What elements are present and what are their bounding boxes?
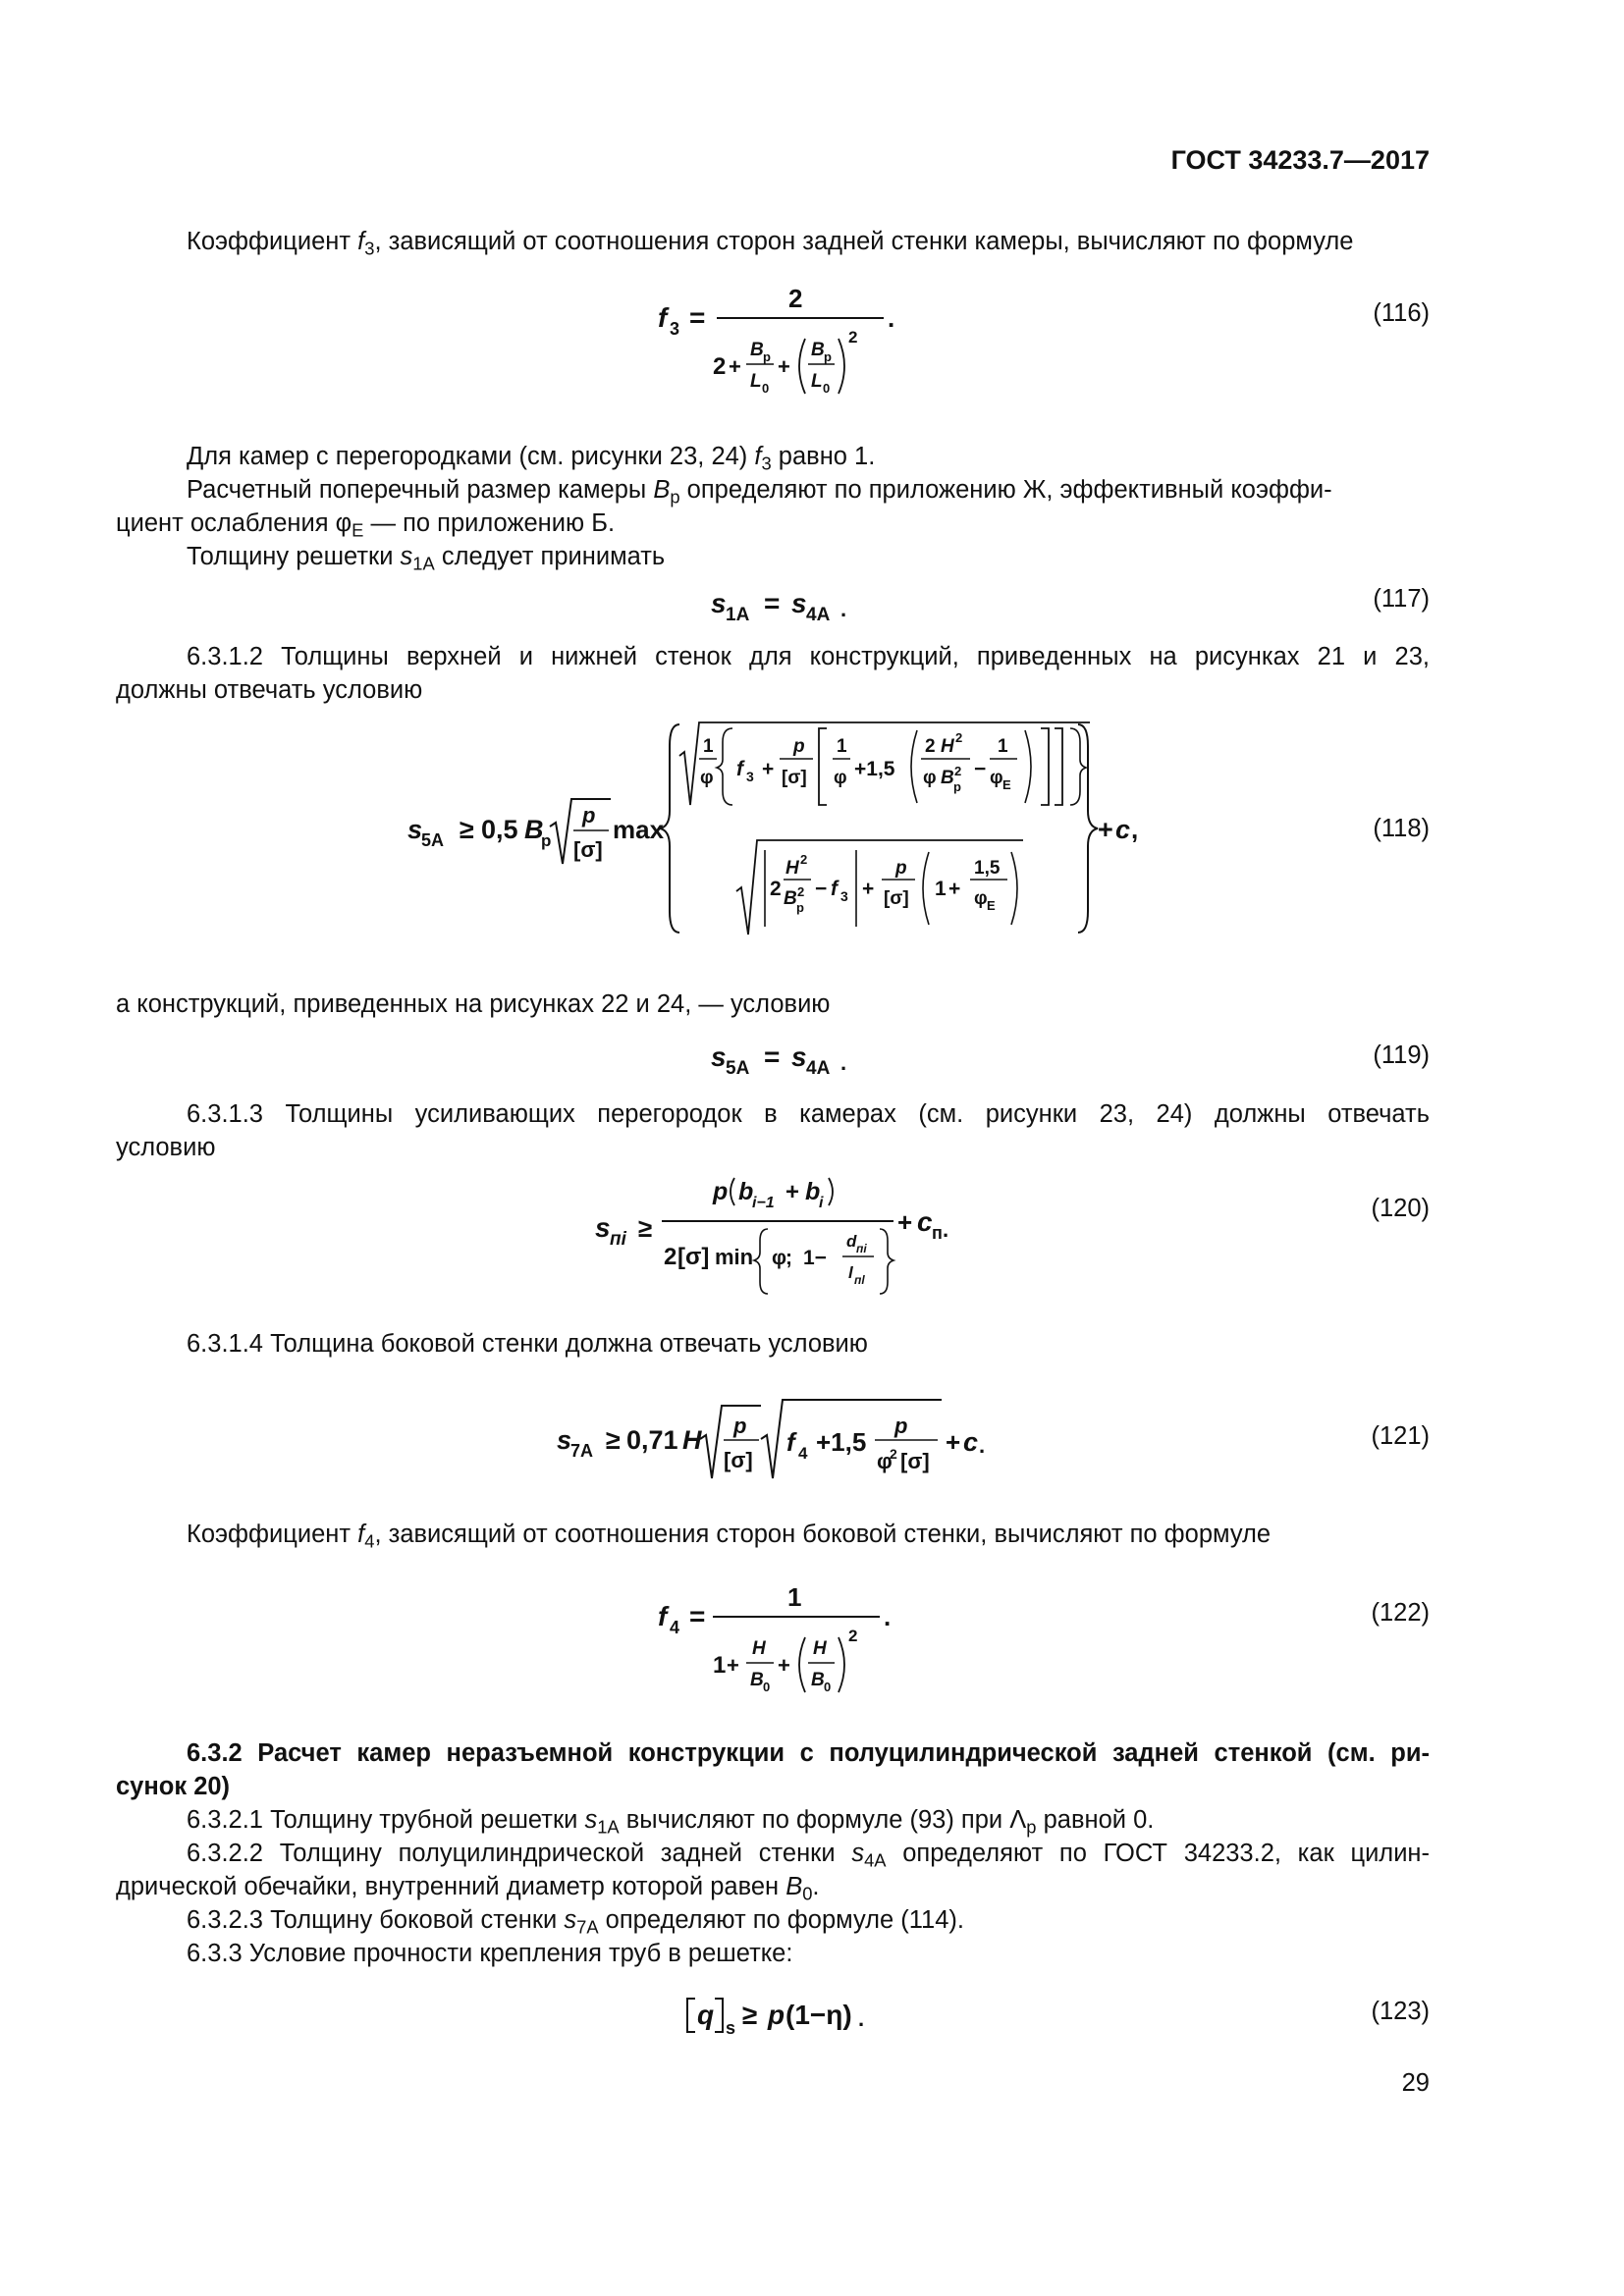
text: 6.3.3 Условие прочности крепления труб в решетке:	[187, 1940, 793, 1967]
var-B: B	[941, 768, 954, 788]
f122-plus2: +	[778, 1653, 790, 1678]
sub: 5A	[421, 830, 445, 850]
ge: ≥	[638, 1213, 653, 1243]
sub: E	[1002, 777, 1011, 792]
num: 2	[925, 736, 936, 757]
formula-number: (120)	[1371, 1195, 1430, 1222]
var-B: B	[811, 340, 825, 360]
var-B: B	[750, 1670, 764, 1690]
power: 2	[848, 328, 858, 347]
subscript: р	[670, 486, 680, 507]
subscript: 3	[761, 453, 772, 474]
eq: =	[764, 1041, 781, 1072]
formula-120	[589, 1166, 962, 1304]
f116-plus1: +	[729, 354, 741, 379]
paragraph	[116, 1327, 1430, 1361]
sub: 4A	[806, 605, 831, 625]
paragraph	[116, 1903, 1430, 1937]
min: min	[715, 1245, 754, 1269]
f116-eq: =	[689, 302, 706, 333]
end: .	[943, 1217, 949, 1242]
paren-left	[923, 852, 929, 925]
ge: ≥	[460, 815, 474, 844]
f122-lhs-sub: 4	[670, 1618, 680, 1637]
brace-left	[660, 724, 679, 933]
text: циент ослабления φ	[116, 509, 352, 537]
text: вычисляют по формуле (93) при Λ	[619, 1806, 1027, 1834]
f122-eq: =	[689, 1601, 706, 1631]
variable: f	[357, 1521, 365, 1548]
text: равной 0.	[1036, 1806, 1155, 1834]
sub: 5A	[726, 1058, 750, 1079]
sub-0: 0	[824, 1680, 832, 1694]
power: 2	[954, 764, 962, 778]
text: равно 1.	[771, 443, 876, 470]
var-B: B	[750, 340, 764, 360]
text: 6.3.2.1 Толщину трубной решетки	[187, 1806, 585, 1834]
sub: пi	[610, 1229, 626, 1250]
var-H: H	[813, 1638, 827, 1659]
sub: 3	[840, 888, 848, 904]
end: .	[979, 1433, 986, 1458]
paren-right	[829, 1178, 833, 1205]
formula-123	[677, 1989, 913, 2048]
minus: −	[815, 878, 828, 900]
var-s: s	[711, 588, 727, 618]
formula-number: (122)	[1371, 1599, 1430, 1627]
coef: 1,5	[974, 858, 1001, 879]
variable: s	[564, 1906, 577, 1934]
page-number: 29	[1401, 2069, 1430, 2097]
phi: φ	[974, 888, 988, 909]
sub: 7A	[570, 1441, 594, 1461]
variable: s	[851, 1840, 865, 1867]
sub: пl	[854, 1273, 865, 1287]
paragraph	[116, 225, 1430, 258]
text: Для камер с перегородками (см. рисунки 23, 24)	[187, 443, 755, 470]
coef: +1,5	[816, 1427, 867, 1457]
formula-122	[648, 1576, 903, 1714]
var-s: s	[557, 1425, 572, 1455]
text: 6.3.2.3 Толщину боковой стенки	[187, 1906, 565, 1934]
var-p: p	[713, 1178, 729, 1205]
text: дрической обечайки, внутренний диаметр которой равен	[116, 1873, 786, 1900]
end: .	[840, 1050, 847, 1075]
num: 2	[664, 1244, 677, 1270]
var-p: p	[768, 2000, 785, 2030]
f122-end: .	[884, 1602, 892, 1631]
ge: ≥	[742, 2000, 758, 2030]
ge: ≥	[606, 1425, 621, 1455]
text: Толщину решетки	[187, 543, 401, 570]
power: 2	[800, 852, 808, 867]
num: 1	[998, 736, 1008, 757]
sub: s	[726, 2018, 736, 2038]
var-s: s	[711, 1041, 727, 1072]
paragraph	[116, 1131, 1430, 1164]
sub-0: 0	[823, 381, 831, 396]
sub: р	[541, 831, 552, 850]
text: а конструкций, приведенных на рисунках 22 и 24, — условию	[116, 990, 831, 1018]
paragraph	[116, 673, 1430, 707]
f116-two: 2	[713, 353, 727, 380]
formula-number: (118)	[1373, 815, 1430, 842]
num: 2	[770, 878, 782, 900]
text: Расчетный поперечный размер камеры	[187, 476, 654, 504]
brace	[1070, 728, 1086, 805]
max: max	[613, 815, 665, 844]
text: , зависящий от соотношения сторон боковой стенки, вычисляют по формуле	[374, 1521, 1272, 1548]
var-f: f	[786, 1427, 795, 1457]
text: условию	[116, 1134, 216, 1161]
var-b: b	[738, 1178, 754, 1205]
f122-lhs: f	[658, 1601, 668, 1631]
formula-number: (116)	[1373, 299, 1430, 327]
variable: s	[400, 543, 413, 570]
variable: s	[584, 1806, 598, 1834]
bracket-right	[1041, 728, 1049, 805]
f116-lhs-sub: 3	[670, 319, 680, 339]
f122-one: 1	[713, 1652, 727, 1679]
var-b: b	[805, 1178, 821, 1205]
paragraph	[116, 1097, 1430, 1131]
var-H: H	[785, 858, 799, 879]
brace-left	[754, 1229, 768, 1294]
text: — по приложению Б.	[363, 509, 616, 537]
paragraph	[116, 540, 1430, 573]
variable: B	[653, 476, 671, 504]
subscript: 7A	[576, 1916, 599, 1938]
text: определяют по формуле (114).	[598, 1906, 964, 1934]
plus: +	[862, 878, 875, 900]
subscript: р	[1026, 1816, 1037, 1838]
formula-119	[709, 1033, 905, 1082]
text: , зависящий от соотношения сторон задней стенки камеры, вычисляют по формуле	[374, 228, 1354, 255]
end: .	[858, 2006, 865, 2031]
brace	[717, 728, 732, 805]
comma: ,	[1131, 815, 1139, 844]
formula-118	[403, 717, 1149, 942]
paren-left	[911, 730, 917, 803]
paren-right	[839, 1637, 844, 1692]
f116-lhs: f	[658, 302, 668, 333]
formula-121	[555, 1392, 1006, 1490]
section-heading	[116, 1736, 1430, 1770]
subscript: 0	[802, 1883, 813, 1904]
paragraph	[116, 473, 1430, 507]
coef: 0,5	[481, 815, 518, 844]
sigma: [σ]	[573, 837, 603, 862]
text: 6.3.1.4 Толщина боковой стенки должна отвечать условию	[187, 1330, 868, 1358]
text: 6.3.1.3 Толщины усиливающих перегородок в камерах (см. рисунки 23, 24) должны отвечать	[187, 1100, 1430, 1128]
var-l: l	[848, 1263, 853, 1282]
sub: р	[796, 900, 804, 915]
f116-end: .	[888, 303, 895, 333]
eq: =	[764, 588, 781, 618]
var-B: B	[524, 815, 544, 844]
brace-right	[880, 1229, 893, 1294]
sigma: [σ]	[782, 768, 807, 788]
sub: i−1	[752, 1195, 775, 1211]
paragraph	[116, 1870, 1430, 1903]
text: следует принимать	[434, 543, 666, 570]
paragraph	[116, 507, 1430, 540]
paren-expr: (1−η)	[785, 2000, 852, 2030]
formula-number: (117)	[1373, 585, 1430, 613]
var-c: c	[963, 1427, 979, 1457]
document-header: ГОСТ 34233.7—2017	[1170, 145, 1430, 175]
subscript: 4A	[864, 1849, 887, 1871]
var-B: B	[784, 888, 797, 909]
minus: −	[974, 758, 987, 780]
sigma: [σ]	[677, 1244, 710, 1270]
paragraph	[116, 440, 1430, 473]
text: 6.3.2.2 Толщину полуцилиндрической задней стенки	[187, 1840, 852, 1867]
plus: +	[1098, 815, 1113, 844]
paragraph	[116, 1803, 1430, 1837]
variable: B	[785, 1873, 803, 1900]
paragraph	[116, 1518, 1430, 1551]
sub-p: р	[763, 349, 771, 364]
var-p: p	[894, 1414, 908, 1438]
num: 1−	[803, 1247, 827, 1269]
power: 2	[955, 730, 963, 745]
sub: E	[987, 898, 996, 913]
plus: +	[785, 1179, 800, 1205]
var-c: c	[1115, 815, 1131, 844]
phi: φ	[990, 768, 1003, 788]
sub: i	[819, 1195, 824, 1211]
sub-0: 0	[762, 381, 770, 396]
brace-right	[1078, 724, 1098, 933]
sub: 4A	[806, 1058, 831, 1079]
subscript: 1A	[412, 553, 435, 574]
formula-number: (123)	[1371, 1998, 1430, 2025]
text: сунок 20)	[116, 1773, 231, 1800]
sub-0: 0	[763, 1680, 771, 1694]
f122-num: 1	[787, 1582, 802, 1612]
end: .	[840, 597, 847, 621]
paren-left	[799, 1637, 805, 1692]
paragraph	[116, 640, 1430, 673]
text: должны отвечать условию	[116, 676, 423, 704]
phi: φ	[923, 768, 937, 788]
variable: f	[357, 228, 365, 255]
var-B: B	[811, 1670, 825, 1690]
var-d: d	[846, 1232, 857, 1251]
sub-p: р	[824, 349, 832, 364]
f122-plus1: +	[727, 1653, 739, 1678]
var-H: H	[752, 1638, 766, 1659]
subscript: 3	[364, 238, 375, 259]
var-p: p	[793, 736, 805, 757]
var-H: H	[941, 736, 954, 757]
sub: 1A	[726, 605, 750, 625]
paren-right	[839, 339, 844, 394]
variable: f	[754, 443, 762, 470]
semicolon: ;	[785, 1247, 792, 1269]
formula-number: (121)	[1371, 1422, 1430, 1450]
text: .	[812, 1873, 820, 1900]
section-heading	[116, 1770, 1430, 1803]
var-s: s	[595, 1212, 611, 1243]
phi: φ	[772, 1247, 787, 1269]
power: 2	[797, 884, 805, 899]
var-s: s	[791, 588, 807, 618]
var-f: f	[831, 878, 838, 900]
text: определяют по ГОСТ 34233.2, как цилин-	[886, 1840, 1431, 1867]
text: Коэффициент	[187, 228, 358, 255]
formula-116	[648, 278, 903, 415]
bracket-left	[819, 728, 827, 805]
phi: φ	[877, 1449, 893, 1473]
f116-num: 2	[788, 284, 803, 313]
plus: +	[946, 1427, 961, 1457]
sub: 3	[746, 769, 754, 784]
var-L: L	[750, 371, 762, 392]
subscript: 4	[364, 1530, 375, 1552]
var-L: L	[811, 371, 823, 392]
sigma: [σ]	[884, 888, 909, 909]
formula-number: (119)	[1373, 1041, 1430, 1069]
bracket-right	[1055, 728, 1062, 805]
sub: п	[932, 1223, 943, 1243]
subscript: 1A	[597, 1816, 620, 1838]
paragraph	[116, 1937, 1430, 1970]
num: 1	[935, 878, 947, 900]
plus: +	[897, 1207, 913, 1237]
var-q: q	[697, 2000, 715, 2030]
var-f: f	[736, 758, 743, 780]
var-s: s	[407, 815, 423, 844]
paren-left	[799, 339, 805, 394]
power: 2	[890, 1446, 897, 1462]
f116-plus2: +	[778, 354, 790, 379]
formula-117	[709, 579, 905, 628]
var-s: s	[791, 1041, 807, 1072]
sub: р	[953, 779, 961, 794]
paren-right	[1025, 730, 1031, 803]
num: 1	[703, 736, 714, 757]
var-H: H	[682, 1425, 702, 1455]
text: определяют по приложению Ж, эффективный коэффи-	[679, 476, 1332, 504]
var-p: p	[582, 803, 596, 828]
sub: пi	[856, 1242, 867, 1255]
num: 1	[837, 736, 847, 757]
var-p: p	[733, 1414, 747, 1438]
power: 2	[848, 1627, 858, 1645]
var-c: c	[917, 1206, 933, 1237]
paragraph	[116, 1837, 1430, 1870]
text: Коэффициент	[187, 1521, 358, 1548]
sigma: [σ]	[900, 1449, 930, 1473]
bracket-right	[715, 1999, 723, 2032]
text: 6.3.1.2 Толщины верхней и нижней стенок для конструкций, приведенных на рисунках 21 и 23,	[187, 643, 1430, 670]
paragraph	[116, 988, 1430, 1021]
var-p: p	[895, 858, 907, 879]
phi: φ	[700, 768, 714, 788]
text: 6.3.2 Расчет камер неразъемной конструкции с полуцилиндрической задней стенкой (см. ри-	[187, 1739, 1430, 1767]
subscript: E	[352, 519, 364, 541]
paren-left	[731, 1178, 734, 1205]
plus: +	[948, 878, 961, 900]
coef: 0,71	[626, 1425, 678, 1455]
coef: +1,5	[854, 758, 895, 780]
sub: 4	[798, 1444, 808, 1463]
paren-right	[1011, 852, 1017, 925]
plus: +	[762, 758, 775, 780]
bracket-left	[687, 1999, 695, 2032]
sigma: [σ]	[724, 1448, 753, 1472]
phi: φ	[834, 768, 847, 788]
